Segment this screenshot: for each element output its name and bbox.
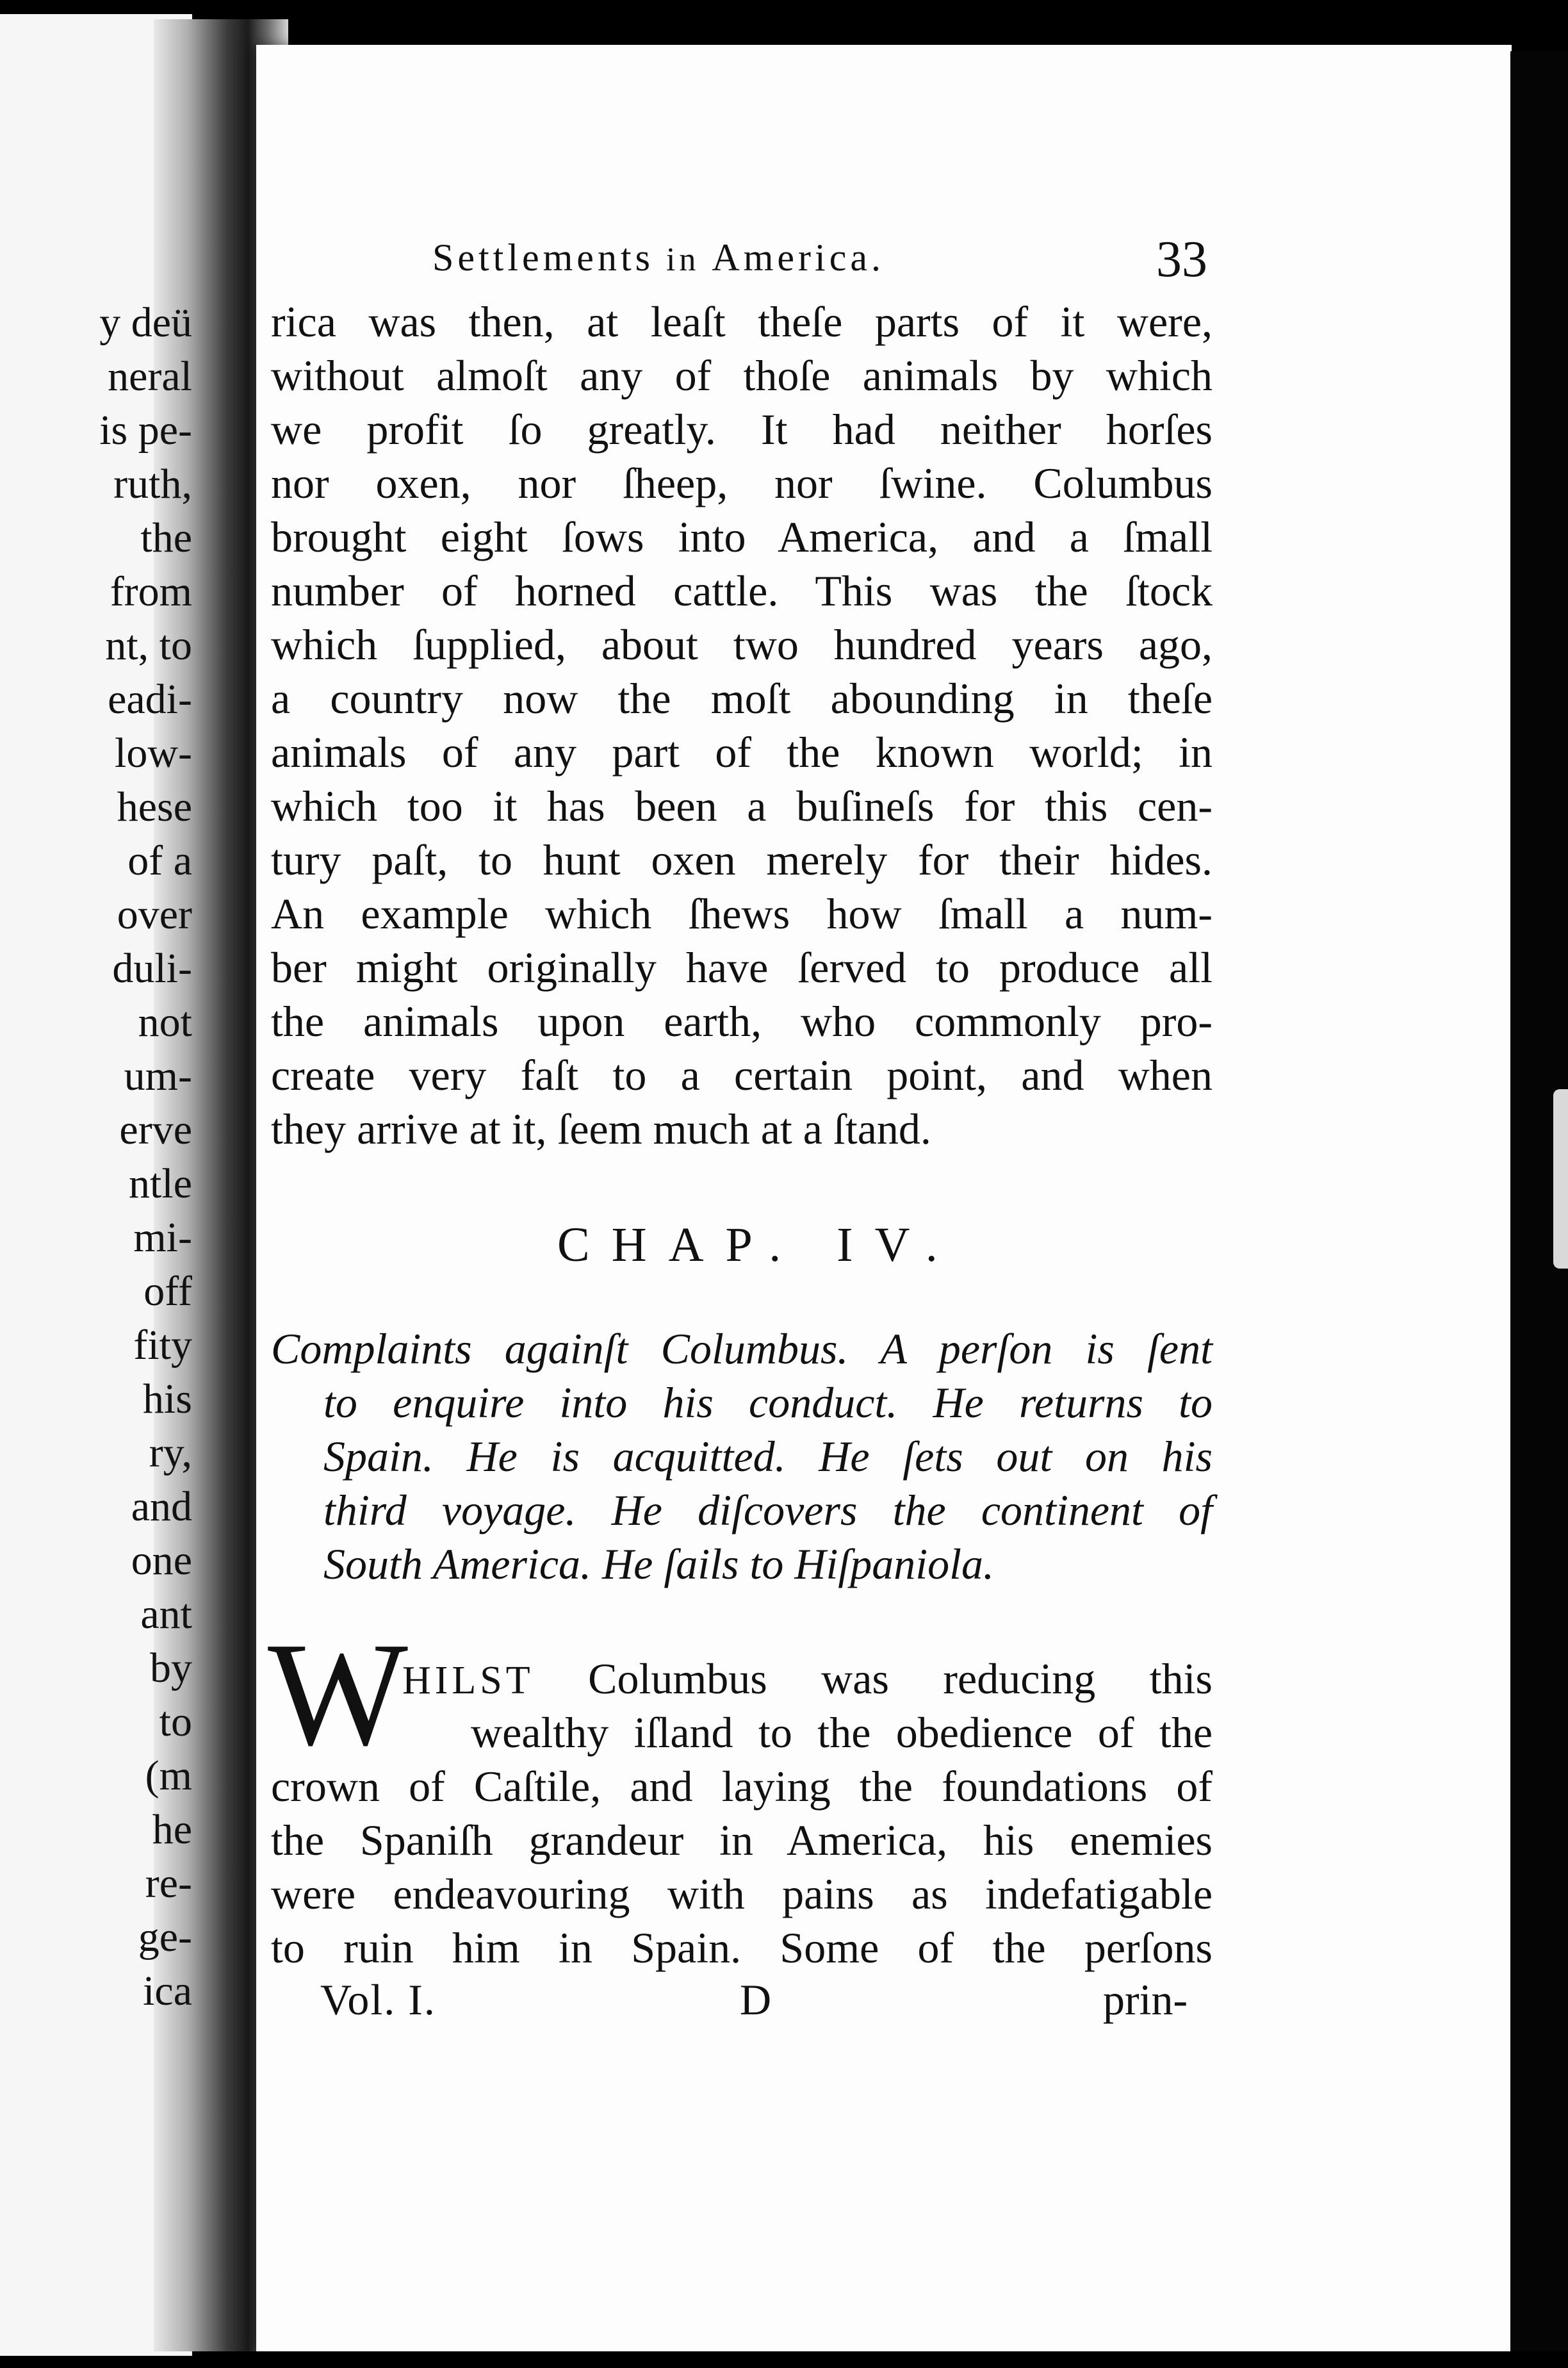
text-line: the animals upon earth, who commonly pro- — [271, 997, 1213, 1046]
opening-word: HILST — [402, 1659, 534, 1702]
facing-fragment: ruth, — [113, 461, 192, 507]
facing-fragment: is pe- — [99, 407, 192, 454]
page-number: 33 — [1156, 231, 1207, 288]
summary-line: Complaints againſt Columbus. A perſon is ſent — [271, 1324, 1213, 1373]
text-line: were endeavouring with pains as indefatigable — [271, 1870, 1213, 1918]
opening-line-rest: Columbus was reducing this — [588, 1654, 1213, 1703]
facing-fragment: of a — [127, 837, 192, 884]
volume-signature: Vol. I. — [320, 1975, 436, 2024]
facing-fragment: over — [117, 891, 192, 938]
text-line: tury paſt, to hunt oxen merely for their hides. — [271, 835, 1213, 884]
summary-line: third voyage. He diſcovers the continent of — [323, 1486, 1213, 1534]
facing-fragment: re- — [145, 1860, 192, 1907]
text-line: rica was then, at leaſt theſe parts of it were, — [271, 297, 1213, 346]
facing-fragment: one — [131, 1537, 192, 1584]
facing-fragment: nt, to — [105, 622, 192, 669]
summary-line: Spain. He is acquitted. He ſets out on his — [323, 1432, 1213, 1481]
text-line: nor oxen, nor ſheep, nor ſwine. Columbus — [271, 459, 1213, 507]
running-head-right: America. — [712, 236, 885, 279]
catchword: prin- — [1103, 1975, 1188, 2024]
facing-fragment: ica — [143, 1968, 192, 2014]
text-line: ber might originally have ſerved to produce all — [271, 943, 1213, 992]
facing-fragment: erve — [119, 1106, 192, 1153]
facing-fragment: um- — [124, 1053, 192, 1099]
facing-fragment: ntle — [129, 1160, 192, 1207]
text-line: the Spaniſh grandeur in America, his enemies — [271, 1816, 1213, 1864]
summary-line: to enquire into his conduct. He returns to — [323, 1378, 1213, 1427]
facing-fragment: mi- — [133, 1214, 192, 1261]
facing-fragment: (m — [145, 1752, 192, 1799]
facing-fragment: ry, — [149, 1429, 192, 1476]
text-line: create very faſt to a certain point, and when — [271, 1051, 1213, 1099]
summary-line: South America. He ſails to Hiſpaniola. — [323, 1540, 995, 1588]
facing-fragment: neral — [108, 353, 192, 400]
text-line: wealthy iſland to the obedience of the — [471, 1708, 1213, 1757]
facing-fragment: ant — [140, 1591, 192, 1638]
text-line: animals of any part of the known world; in — [271, 728, 1213, 777]
facing-fragment: from — [110, 568, 192, 615]
facing-fragment: not — [138, 999, 192, 1046]
chapter-heading: CHAP. IV. — [557, 1218, 960, 1272]
facing-fragment: and — [131, 1483, 192, 1530]
facing-fragment: fity — [133, 1322, 192, 1369]
drop-cap: W — [268, 1612, 408, 1777]
facing-fragment: the — [140, 514, 192, 561]
facing-fragment: his — [142, 1376, 192, 1422]
facing-fragment: eadi- — [108, 676, 192, 723]
text-line: they arrive at it, ſeem much at a ſtand. — [271, 1105, 931, 1153]
facing-fragment: hese — [117, 784, 192, 830]
text-line: we profit ſo greatly. It had neither horſes — [271, 405, 1213, 454]
text-line: An example which ſhews how ſmall a num- — [271, 889, 1213, 938]
text-line: without almoſt any of thoſe animals by which — [271, 351, 1213, 400]
facing-fragment: off — [143, 1268, 192, 1315]
facing-fragment: y deü — [99, 299, 192, 346]
facing-fragment: by — [150, 1645, 192, 1691]
running-head-middle: in — [666, 242, 700, 278]
text-line: crown of Caſtile, and laying the foundations of — [271, 1762, 1213, 1811]
facing-fragment: ge- — [138, 1914, 192, 1961]
text-line: to ruin him in Spain. Some of the perſons — [271, 1923, 1213, 1972]
facing-fragment: to — [159, 1698, 192, 1745]
text-line: a country now the moſt abounding in theſe — [271, 674, 1213, 723]
text-line: which too it has been a buſineſs for this cen- — [271, 782, 1213, 830]
facing-fragment: duli- — [112, 945, 192, 992]
facing-fragment: he — [152, 1806, 192, 1853]
text-line — [402, 1652, 1213, 1707]
signature-mark: D — [740, 1975, 772, 2024]
facing-fragment: low- — [115, 730, 192, 777]
running-head-left: Settlements — [432, 236, 654, 279]
text-line: which ſupplied, about two hundred years ago, — [271, 620, 1213, 669]
running-head — [432, 236, 1073, 280]
next-page-edge — [1553, 1089, 1568, 1269]
text-line: number of horned cattle. This was the ſtock — [271, 566, 1213, 615]
text-line: brought eight ſows into America, and a ſmall — [271, 513, 1213, 561]
